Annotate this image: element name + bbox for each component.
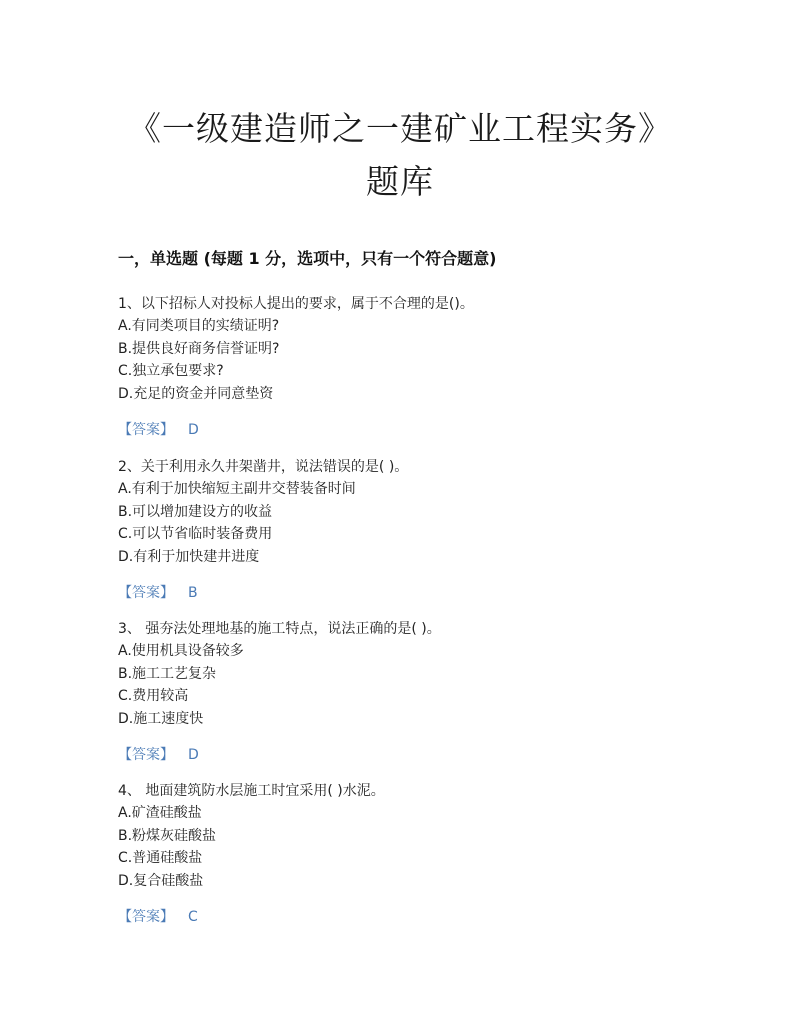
option-d: D.复合硅酸盐 — [118, 872, 204, 889]
answer-row — [118, 419, 718, 441]
option-c: C.费用较高 — [118, 688, 189, 704]
option-d: D.施工速度快 — [118, 710, 204, 727]
document-title-line-2: 题库 — [366, 162, 434, 201]
option-d: D.有利于加快建井进度 — [118, 548, 260, 565]
question-stem: 4、 地面建筑防水层施工时宜采用( )水泥。 — [118, 783, 385, 799]
answer-value: B — [188, 585, 198, 601]
question-1 — [118, 293, 718, 441]
question-3 — [118, 618, 718, 766]
answer-label: 【答案】 — [118, 585, 174, 601]
answer-label: 【答案】 — [118, 422, 174, 438]
answer-label: 【答案】 — [118, 909, 174, 925]
question-2 — [118, 456, 718, 604]
section-heading: 一，单选题 (每题 1 分，选项中，只有一个符合题意) — [118, 249, 497, 268]
answer-row — [118, 744, 718, 766]
option-b: B.可以增加建设方的收益 — [118, 503, 273, 520]
option-b: B.施工工艺复杂 — [118, 665, 217, 682]
option-d: D.充足的资金并同意垫资 — [118, 385, 274, 402]
option-c: C.普通硅酸盐 — [118, 850, 203, 866]
answer-row — [118, 906, 718, 928]
question-stem: 3、 强夯法处理地基的施工特点，说法正确的是( )。 — [118, 621, 441, 637]
question-stem: 2、关于利用永久井架凿井，说法错误的是( )。 — [118, 459, 409, 475]
option-b: B.提供良好商务信誉证明? — [118, 340, 280, 357]
option-c: C.独立承包要求? — [118, 363, 224, 379]
answer-value: D — [188, 422, 199, 438]
document-title-line-1: 《一级建造师之一建矿业工程实务》 — [128, 109, 672, 148]
answer-value: D — [188, 747, 199, 763]
option-a: A.有同类项目的实绩证明? — [118, 318, 280, 334]
option-b: B.粉煤灰硅酸盐 — [118, 827, 217, 844]
answer-row — [118, 582, 718, 604]
answer-value: C — [188, 909, 198, 925]
question-4 — [118, 780, 718, 928]
answer-label: 【答案】 — [118, 747, 174, 763]
option-c: C.可以节省临时装备费用 — [118, 526, 273, 542]
option-a: A.矿渣硅酸盐 — [118, 805, 202, 821]
question-stem: 1、以下招标人对投标人提出的要求，属于不合理的是()。 — [118, 296, 474, 312]
option-a: A.有利于加快缩短主副井交替装备时间 — [118, 481, 356, 497]
option-a: A.使用机具设备较多 — [118, 643, 244, 659]
